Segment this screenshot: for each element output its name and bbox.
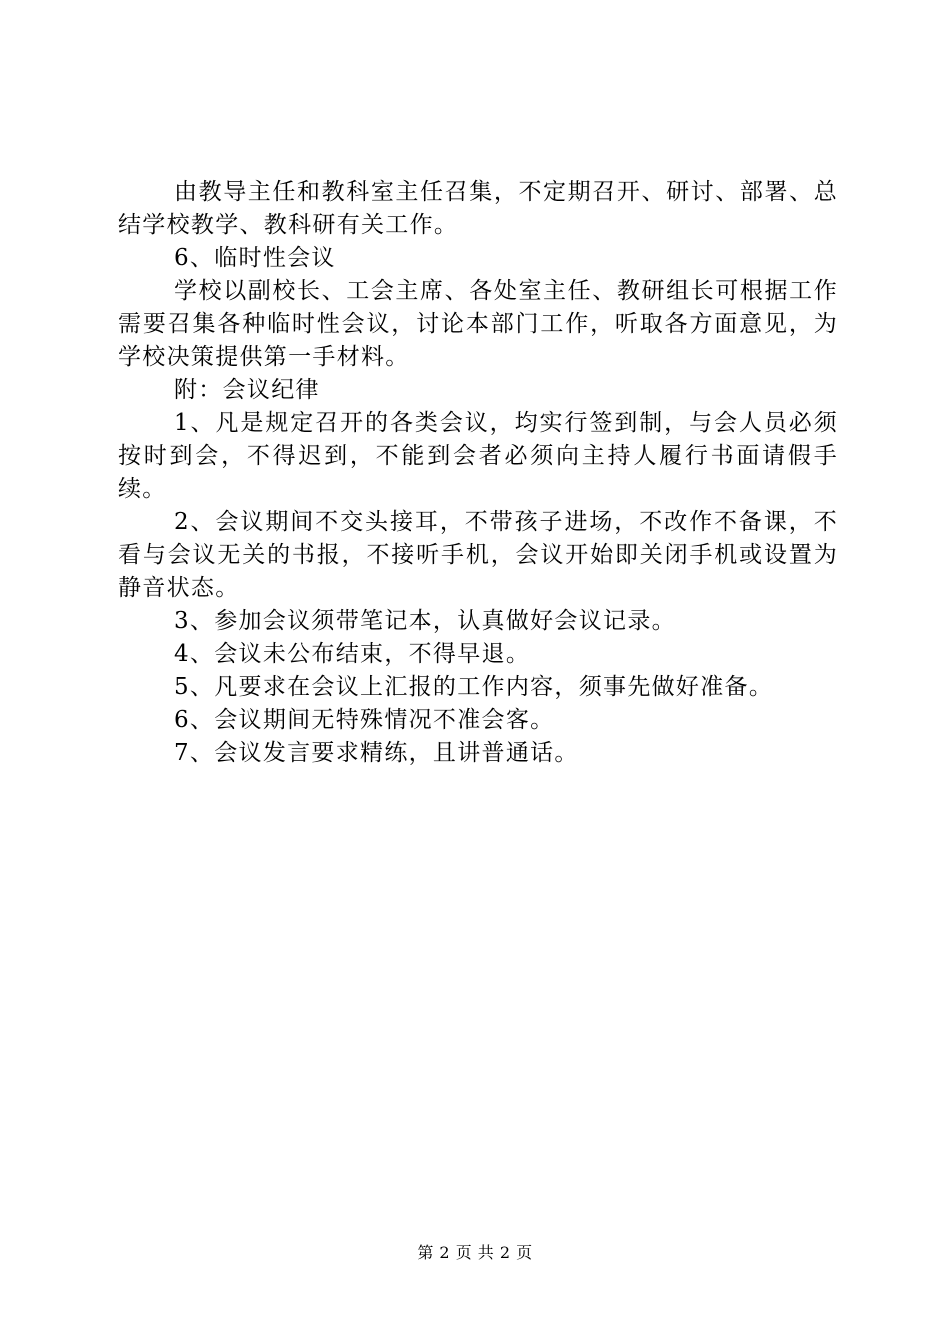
paragraph: 由教导主任和教科室主任召集，不定期召开、研讨、部署、总结学校教学、教科研有关工作。 bbox=[118, 179, 838, 238]
document-body bbox=[118, 176, 838, 770]
rule-item: 7、会议发言要求精练，且讲普通话。 bbox=[174, 740, 579, 766]
rule-item: 1、凡是规定召开的各类会议，均实行签到制，与会人员必须按时到会，不得迟到，不能到会者必须向主持人履行书面请假手续。 bbox=[118, 410, 838, 502]
rule-item: 4、会议未公布结束，不得早退。 bbox=[174, 641, 531, 667]
rule-item: 2、会议期间不交头接耳，不带孩子进场，不改作不备课，不看与会议无关的书报，不接听手机，会议开始即关闭手机或设置为静音状态。 bbox=[118, 509, 838, 601]
paragraph: 学校以副校长、工会主席、各处室主任、教研组长可根据工作需要召集各种临时性会议，讨论本部门工作，听取各方面意见，为学校决策提供第一手材料。 bbox=[118, 278, 838, 370]
rule-item: 5、凡要求在会议上汇报的工作内容，须事先做好准备。 bbox=[174, 674, 774, 700]
appendix-heading: 附：会议纪律 bbox=[174, 377, 320, 403]
section-heading: 6、临时性会议 bbox=[174, 245, 336, 271]
rule-item: 3、参加会议须带笔记本，认真做好会议记录。 bbox=[174, 608, 676, 634]
page-footer: 第 2 页 共 2 页 bbox=[417, 1243, 533, 1262]
rule-item: 6、会议期间无特殊情况不准会客。 bbox=[174, 707, 555, 733]
